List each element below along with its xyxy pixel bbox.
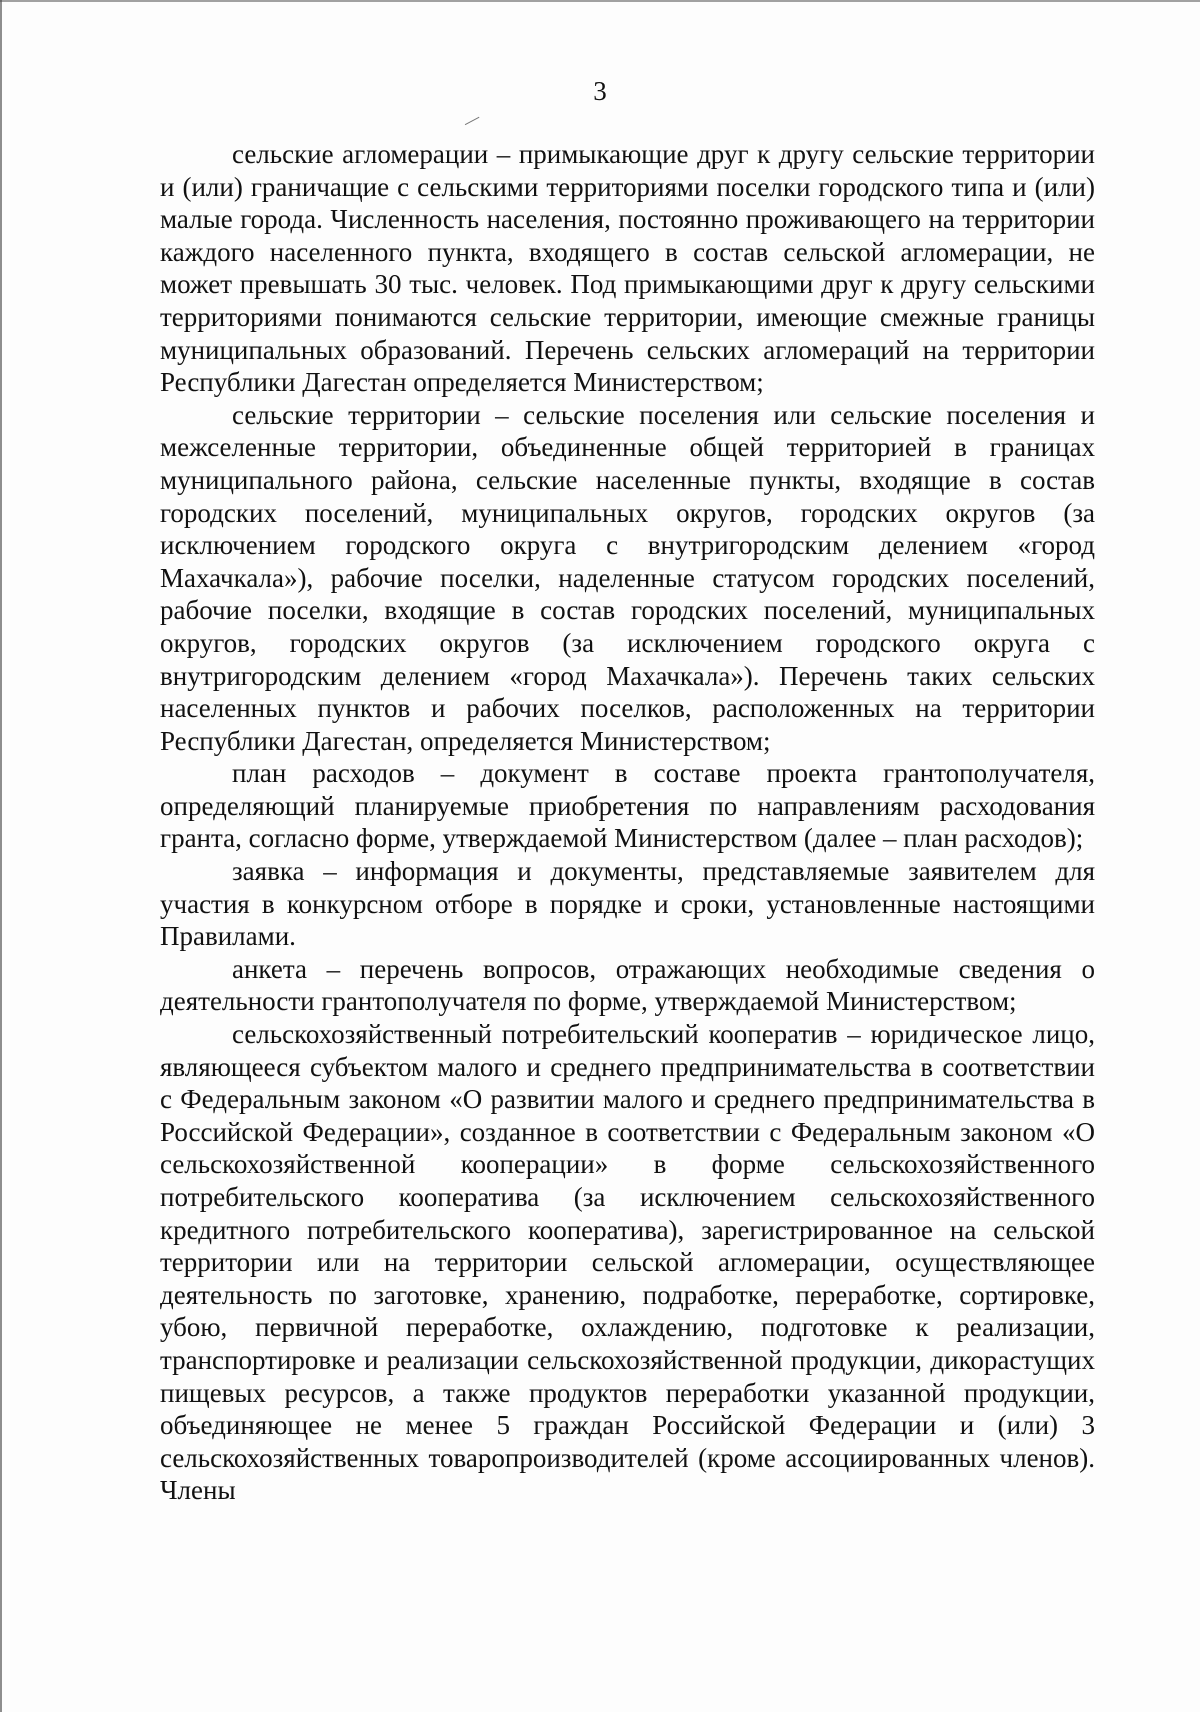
page-number: 3 <box>593 76 607 106</box>
paragraph-cooperative: сельскохозяйственный потребительский кооператив – юридическое лицо, являющееся субъектом малого и среднего предпринимательства в соответствии с Федеральным законом «О развитии малого и среднего предпринимательства в Российской Федерации», созданное в соответствии с Федеральным законом «О сельскохозяйственной кооперации» в форме сельскохозяйственного потребительского кооператива (за исключением сельскохозяйственного кредитного потребительского кооператива), зарегистрированное на сельской территории или на территории сельской агломерации, осуществляющее деятельность по заготовке, хранению, подработке, переработке, сортировке, убою, первичной переработке, охлаждению, подготовке к реализации, транспортировке и реализации сельскохозяйственной продукции, дикорастущих пищевых ресурсов, а также продуктов переработки указанной продукции, объединяющее не менее 5 граждан Российской Федерации и (или) 3 сельскохозяйственных товаропроизводителей (кроме ассоциированных членов). Члены <box>160 1019 1095 1506</box>
scan-edge-top <box>0 0 1200 2</box>
paragraph-rural-agglomerations: сельские агломерации – примыкающие друг к другу сельские территории и (или) граничащие с сельскими территориями поселки городского типа и (или) малые города. Численность населения, постоянно проживающего на территории каждого населенного пункта, входящего в состав сельской агломерации, не может превышать 30 тыс. человек. Под примыкающими друг к другу сельскими территориями понимаются сельские территории, имеющие смежные границы муниципальных образований. Перечень сельских агломераций на территории Республики Дагестан определяется Министерством; <box>160 139 1095 398</box>
paragraph-application: заявка – информация и документы, представляемые заявителем для участия в конкурсном отборе в порядке и сроки, установленные настоящими Правилами. <box>160 856 1095 952</box>
scan-edge-left <box>0 0 2 1712</box>
scan-pen-mark <box>465 117 483 132</box>
paragraph-expense-plan: план расходов – документ в составе проекта грантополучателя, определяющий планируемые приобретения по направлениям расходования гранта, согласно форме, утверждаемой Министерством (далее – план расходов); <box>160 758 1095 854</box>
body-text <box>160 138 1095 1507</box>
paragraph-questionnaire: анкета – перечень вопросов, отражающих необходимые сведения о деятельности грантополучателя по форме, утверждаемой Министерством; <box>160 953 1095 1017</box>
paragraph-rural-territories: сельские территории – сельские поселения или сельские поселения и межселенные территории, объединенные общей территорией в границах муниципального района, сельские населенные пункты, входящие в состав городских поселений, муниципальных округов, городских округов (за исключением городского округа с внутригородским делением «город Махачкала»), рабочие поселки, наделенные статусом городских поселений, рабочие поселки, входящие в состав городских поселений, муниципальных округов, городских округов (за исключением городского округа с внутригородским делением «город Махачкала»). Перечень таких сельских населенных пунктов и рабочих поселков, расположенных на территории Республики Дагестан, определяется Министерством; <box>160 399 1095 756</box>
